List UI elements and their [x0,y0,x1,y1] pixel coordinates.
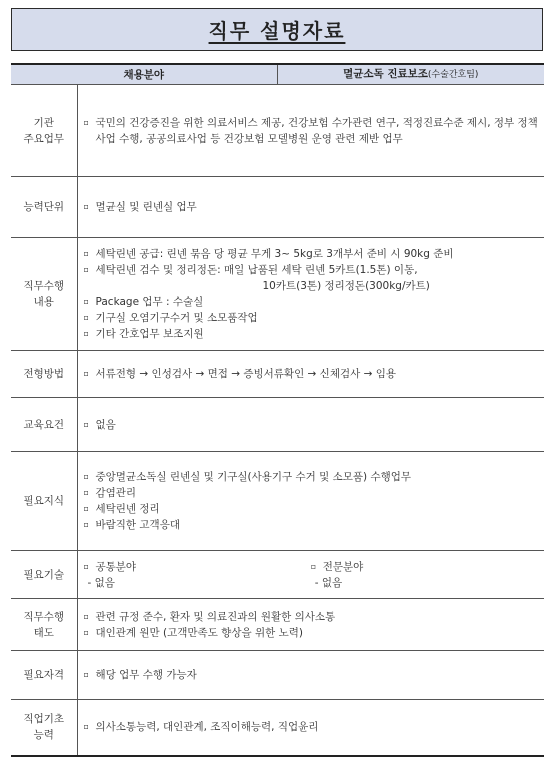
bullet-icon: ▫ [83,722,89,732]
row-content [77,351,544,398]
skills-special-value: - 없음 [314,576,343,589]
list-item: ▫ 세탁린넨 정리 [83,503,160,515]
list-item: ▫ 중앙멸균소독실 린넨실 및 기구실(사용기구 수거 및 소모품) 수행업무 [83,471,412,483]
bullet-icon: ▫ [83,329,89,338]
row-content [77,452,544,551]
row-basic [11,700,544,756]
page-title: 직무 설명자료 [208,19,346,43]
row-qualification [11,651,544,700]
row-content [77,599,544,651]
row-label: 능력단위 [11,177,77,238]
skills-common: ▫ 공통분야 - 없음 [84,559,311,591]
list-item: ▫ 감염관리 [83,487,137,499]
field-name: 멸균소독 진료보조 [343,68,428,80]
job-description-table [11,63,544,757]
row-label: 교육요건 [11,398,77,452]
list-item: ▫ 해당 업무 수행 가능자 [83,669,197,681]
list-item: ▫ 서류전형 → 인성검사 → 면접 → 증빙서류확인 → 신체검사 → 임용 [83,368,397,380]
skills-columns [84,559,539,591]
header-row [11,64,544,85]
bullet-icon: ▫ [83,117,89,127]
row-content [77,651,544,700]
list-item: ▫ Package 업무 : 수술실 [83,296,204,308]
row-content [77,177,544,238]
bullet-icon: ▫ [83,670,89,679]
list-item: ▫ 세탁린넨 공급: 린넨 묶음 당 평균 무게 3~ 5kg로 3개부서 준비 시 90kg 준비 [83,248,454,260]
row-label: 필요기술 [11,551,77,599]
row-duties [11,85,544,177]
list-item-continuation: 10카트(3톤) 정리정돈(300kg/카트) [262,280,430,292]
row-label: 기관 주요업무 [11,85,77,177]
row-label: 직업기초 능력 [11,700,77,756]
row-attitude [11,599,544,651]
list-item: ▫ 없음 [83,418,116,431]
bullet-icon: ▫ [83,488,89,497]
list-item: ▫ 기구실 오염기구수거 및 소모품작업 [83,312,258,324]
list-item: ▫ 바람직한 고객응대 [83,519,180,531]
bullet-icon: ▫ [83,561,89,571]
row-competency [11,177,544,238]
list-item: ▫ 세탁린넨 검수 및 정리정돈: 매일 납품된 세탁 린넨 5카트(1.5톤) 이동, [83,264,418,276]
row-label: 필요지식 [11,452,77,551]
row-content [77,398,544,452]
skills-special: ▫ 전문분야 - 없음 [311,559,538,591]
row-process [11,351,544,398]
bullet-icon: ▫ [83,265,89,274]
bullet-icon: ▫ [83,313,89,322]
row-skills [11,551,544,599]
list-item: ▫ 기타 간호업무 보조지원 [83,328,204,340]
list-item: ▫ 의사소통능력, 대인관계, 조직이해능력, 직업윤리 [83,721,319,734]
bullet-icon: ▫ [83,249,89,258]
bullet-icon: ▫ [83,520,89,529]
row-content [77,700,544,756]
header-field-value [277,64,544,85]
row-label: 직무수행 내용 [11,238,77,351]
row-content [77,551,544,599]
list-item: ▫ 국민의 건강증진을 위한 의료서비스 제공, 건강보험 수가관련 연구, 적정진료수준 제시, 정부 정책사업 수행, 공공의료사업 등 건강보험 모델병원 운영 관련 제반 업무 [83,116,538,145]
list-item: ▫ 대인관계 원만 (고객만족도 향상을 위한 노력) [83,626,303,639]
bullet-icon: ▫ [83,419,89,429]
bullet-icon: ▫ [83,369,89,378]
row-content [77,238,544,351]
row-label: 전형방법 [11,351,77,398]
title-box [11,8,543,51]
header-field-label: 채용분야 [11,64,277,85]
row-job [11,238,544,351]
skills-common-value: - 없음 [87,576,115,589]
list-item: ▫ 관련 규정 준수, 환자 및 의료진과의 원활한 의사소통 [83,610,336,623]
bullet-icon: ▫ [83,611,89,621]
bullet-icon: ▫ [83,297,89,306]
row-label: 직무수행 태도 [11,599,77,651]
bullet-icon: ▫ [83,472,89,481]
row-label: 필요자격 [11,651,77,700]
field-team: (수술간호팀) [427,70,479,80]
row-knowledge [11,452,544,551]
row-education [11,398,544,452]
row-content [77,85,544,177]
bullet-icon: ▫ [310,561,317,571]
bullet-icon: ▫ [83,504,89,513]
bullet-icon: ▫ [83,627,89,637]
bullet-icon: ▫ [83,202,89,211]
list-item: ▫ 멸균실 및 린넨실 업무 [83,201,197,213]
